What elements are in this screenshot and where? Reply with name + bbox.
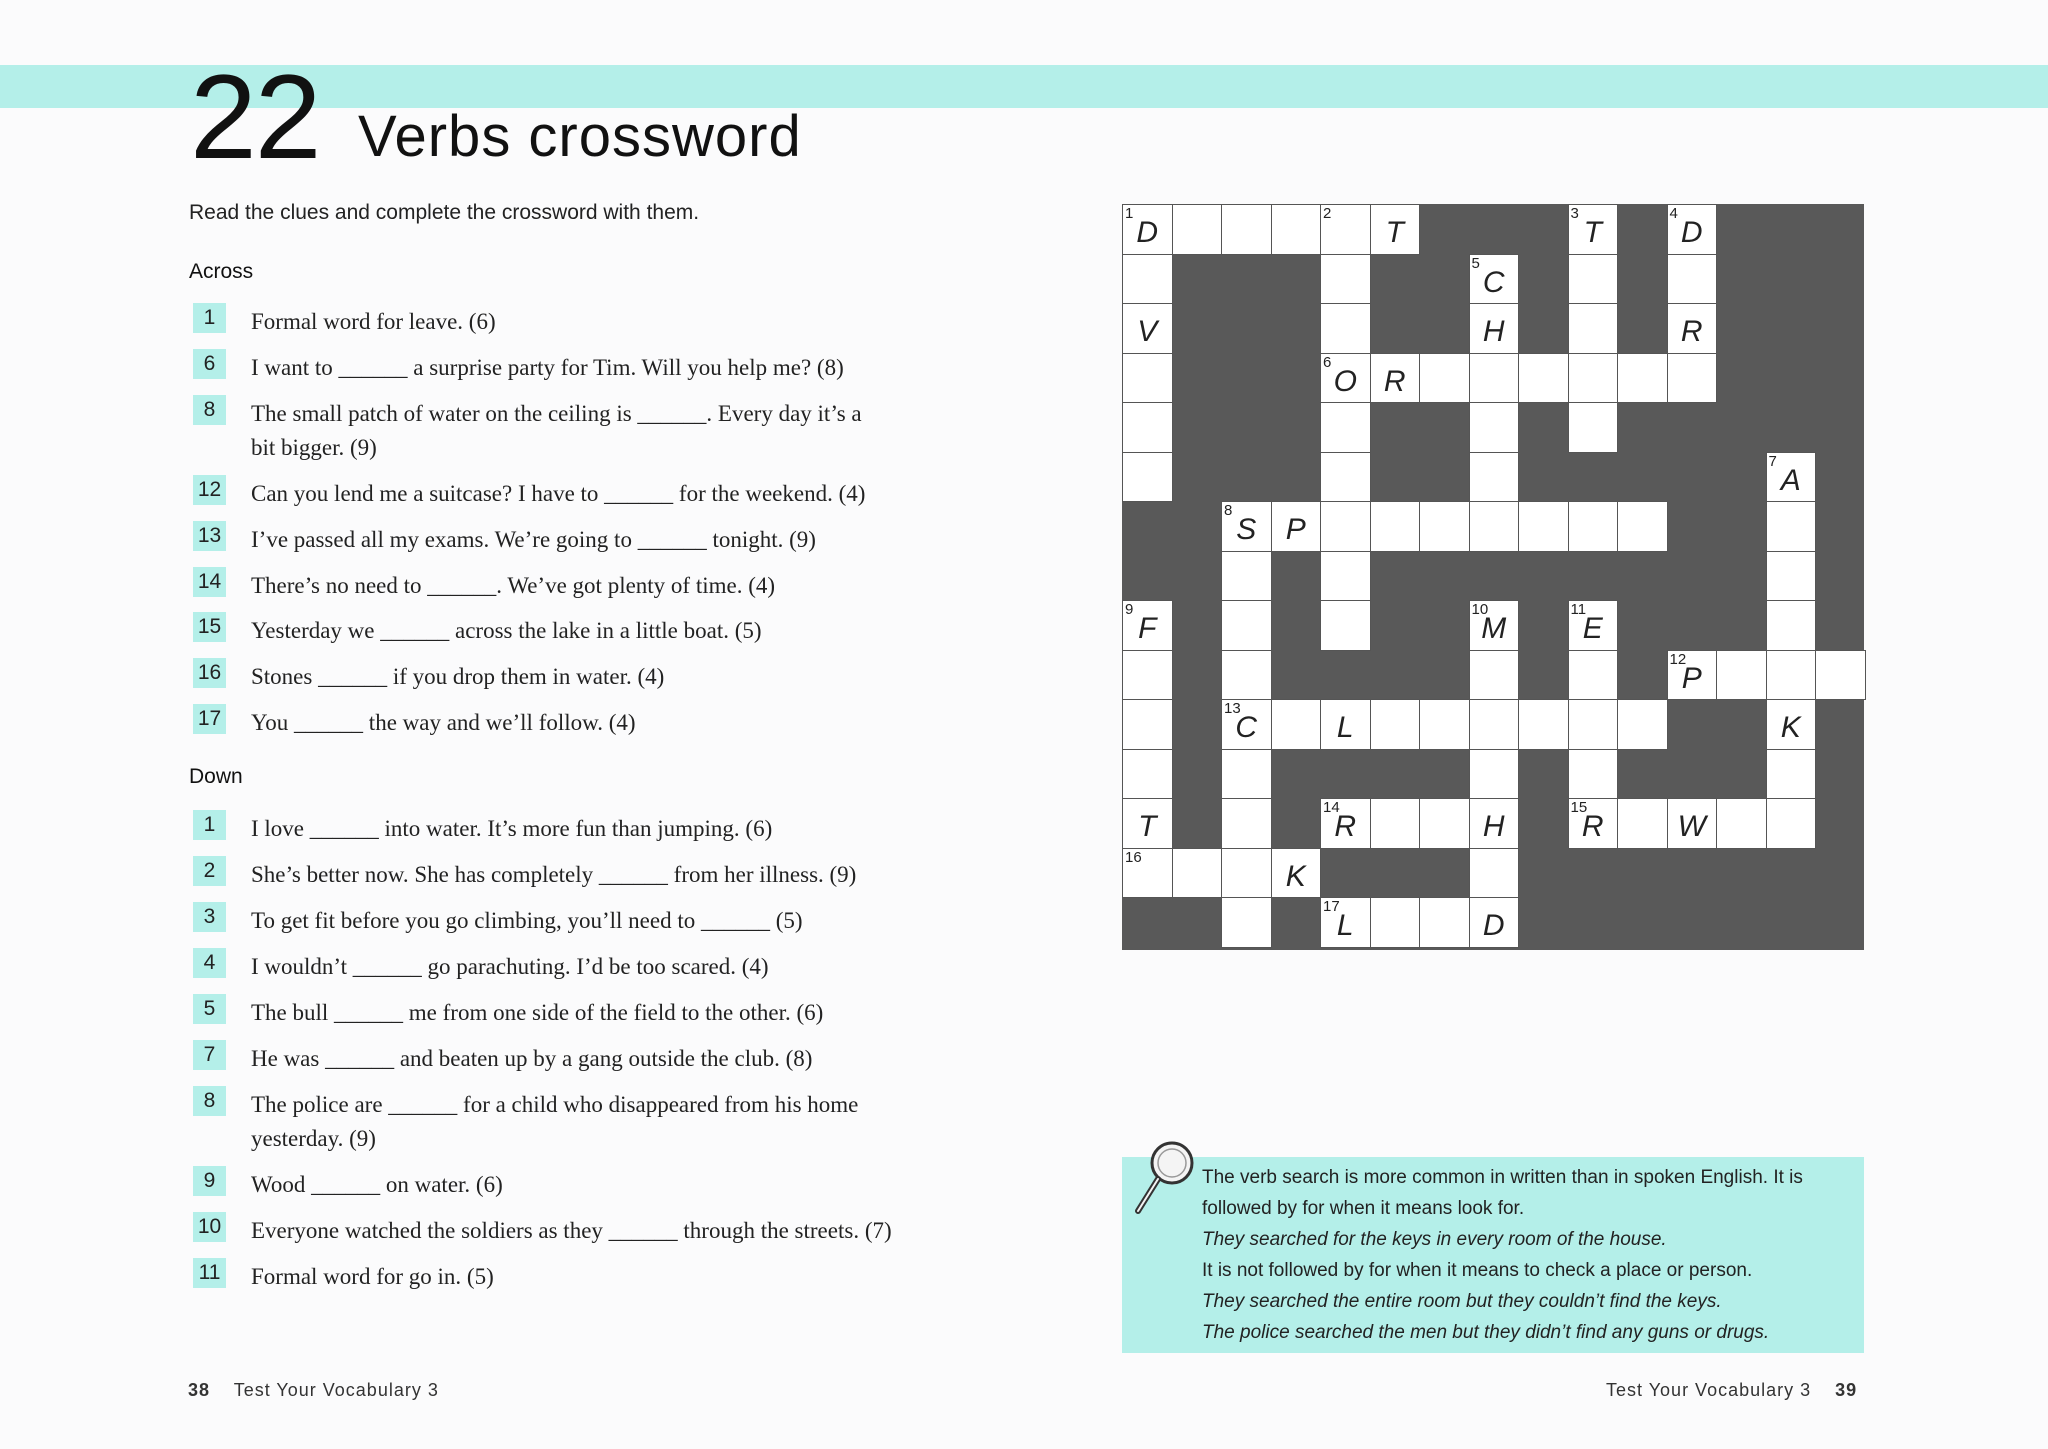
crossword-cell[interactable] — [1320, 551, 1371, 602]
crossword-cell[interactable] — [1320, 600, 1371, 651]
cell-number: 14 — [1323, 799, 1340, 816]
cell-number: 7 — [1768, 452, 1777, 470]
clue-text-line: Formal word for go in. (5) — [251, 1264, 494, 1289]
cell-letter: K — [1285, 859, 1306, 893]
crossword-cell[interactable] — [1469, 897, 1520, 948]
crossword-cell[interactable] — [1122, 848, 1173, 899]
clue-text — [251, 1042, 951, 1076]
crossword-cell[interactable] — [1122, 699, 1173, 750]
crossword-cell[interactable] — [1370, 501, 1421, 552]
unit-number: 22 — [190, 50, 320, 184]
clue-text-line: Wood ______ on water. (6) — [251, 1172, 503, 1197]
crossword-cell[interactable] — [1568, 699, 1619, 750]
note-line: The verb search is more common in written than in spoken English. It is — [1202, 1167, 1803, 1188]
down-heading: Down — [189, 765, 243, 788]
crossword-cell[interactable] — [1320, 501, 1371, 552]
clue-text — [251, 950, 951, 984]
crossword-cell[interactable] — [1568, 600, 1619, 651]
crossword-cell[interactable] — [1320, 699, 1371, 750]
crossword-cell[interactable] — [1469, 848, 1520, 899]
crossword-cell[interactable] — [1320, 254, 1371, 305]
cell-number: 13 — [1224, 700, 1241, 717]
clue-item — [189, 1258, 949, 1290]
cell-number: 15 — [1570, 799, 1588, 816]
crossword-cell[interactable] — [1221, 749, 1272, 800]
crossword-cell[interactable] — [1271, 501, 1322, 552]
unit-title: Verbs crossword — [358, 104, 802, 169]
clue-number: 12 — [193, 475, 226, 505]
cell-letter: E — [1582, 612, 1603, 645]
crossword-cell[interactable] — [1320, 303, 1371, 354]
crossword-cell[interactable] — [1568, 749, 1619, 800]
crossword-cell[interactable] — [1122, 650, 1173, 701]
book-title-left: Test Your Vocabulary 3 — [233, 1380, 439, 1400]
clue-text — [251, 660, 951, 694]
crossword-cell[interactable] — [1271, 699, 1322, 750]
clue-number: 3 — [193, 902, 226, 932]
cell-letter: C — [1235, 711, 1258, 744]
crossword-cell[interactable] — [1221, 897, 1272, 948]
crossword-cell[interactable] — [1766, 749, 1817, 800]
crossword-cell[interactable] — [1221, 699, 1272, 750]
clue-text — [251, 812, 951, 846]
crossword-cell[interactable] — [1122, 600, 1173, 651]
crossword-cell[interactable] — [1568, 798, 1619, 849]
page-number-right: 39 — [1835, 1380, 1858, 1400]
clue-number: 8 — [193, 1086, 226, 1116]
crossword-cell[interactable] — [1221, 798, 1272, 849]
crossword-cell[interactable] — [1221, 501, 1272, 552]
clue-text-line: The small patch of water on the ceiling is ______. Every day it’s a — [251, 401, 862, 426]
cell-number: 16 — [1125, 848, 1142, 866]
crossword-cell[interactable] — [1667, 353, 1718, 404]
clue-text-line: The bull ______ me from one side of the field to the other. (6) — [251, 1000, 824, 1025]
crossword-cell[interactable] — [1469, 749, 1520, 800]
clue-item — [189, 704, 949, 736]
clue-text — [251, 904, 951, 938]
clue-number: 1 — [193, 810, 226, 840]
crossword-cell[interactable] — [1766, 452, 1817, 503]
cell-letter: T — [1138, 810, 1157, 843]
page-number-left: 38 — [188, 1380, 211, 1400]
cell-letter: D — [1136, 216, 1159, 249]
clue-item — [189, 810, 949, 842]
crossword-cell[interactable] — [1122, 798, 1173, 849]
crossword-cell[interactable] — [1419, 798, 1470, 849]
book-title-right: Test Your Vocabulary 3 — [1606, 1380, 1812, 1400]
clue-item — [189, 1040, 949, 1072]
crossword-cell[interactable] — [1617, 501, 1668, 552]
crossword-cell[interactable] — [1370, 699, 1421, 750]
clue-text — [251, 1260, 951, 1294]
clue-text — [251, 569, 951, 603]
cell-letter: H — [1482, 315, 1505, 348]
crossword-cell[interactable] — [1419, 353, 1470, 404]
clue-text — [251, 996, 951, 1030]
clue-text — [251, 523, 951, 557]
crossword-cell[interactable] — [1568, 501, 1619, 552]
crossword-cell[interactable] — [1568, 650, 1619, 701]
cell-number: 4 — [1669, 205, 1678, 222]
crossword-cell[interactable] — [1320, 452, 1371, 503]
cell-letter: L — [1336, 711, 1354, 744]
clue-number: 6 — [193, 349, 226, 379]
clue-item — [189, 658, 949, 690]
clue-item — [189, 349, 949, 381]
crossword-cell[interactable] — [1370, 897, 1421, 948]
crossword-cell[interactable] — [1766, 798, 1817, 849]
cell-letter: K — [1780, 711, 1801, 744]
crossword-cell[interactable] — [1568, 402, 1619, 453]
cell-number: 12 — [1669, 650, 1687, 668]
clue-text-line: Can you lend me a suitcase? I have to ______ for the weekend. (4) — [251, 481, 866, 506]
crossword-cell[interactable] — [1716, 798, 1767, 849]
clue-text-line: To get fit before you go climbing, you’ll need to ______ (5) — [251, 908, 803, 933]
cell-number: 11 — [1570, 601, 1587, 618]
crossword-grid — [1122, 204, 1864, 950]
clue-text-line: Formal word for leave. (6) — [251, 309, 496, 334]
cell-number: 17 — [1323, 898, 1340, 915]
clue-item — [189, 948, 949, 980]
crossword-cell[interactable] — [1815, 650, 1866, 701]
crossword-cell[interactable] — [1518, 699, 1569, 750]
clue-number: 17 — [193, 704, 226, 734]
clue-number: 7 — [193, 1040, 226, 1070]
crossword-cell[interactable] — [1469, 254, 1520, 305]
clue-text — [251, 305, 951, 339]
clue-text-line: The police are ______ for a child who disappeared from his home — [251, 1092, 859, 1117]
crossword-cell[interactable] — [1320, 353, 1371, 404]
cell-letter: S — [1236, 513, 1257, 546]
clue-number: 2 — [193, 856, 226, 886]
cell-number: 9 — [1125, 601, 1134, 618]
crossword-cell[interactable] — [1617, 699, 1668, 750]
clue-text — [251, 706, 951, 740]
crossword-cell[interactable] — [1419, 501, 1470, 552]
clue-number: 16 — [193, 658, 226, 688]
clue-text — [251, 858, 951, 892]
crossword-cell[interactable] — [1667, 204, 1718, 255]
crossword-cell[interactable] — [1469, 452, 1520, 503]
crossword-cell[interactable] — [1518, 501, 1569, 552]
note-line: followed by for when it means look for. — [1202, 1198, 1525, 1219]
note-example: The police searched the men but they didn’t find any guns or drugs. — [1202, 1322, 1770, 1343]
crossword-cell[interactable] — [1568, 254, 1619, 305]
clue-number: 8 — [193, 395, 226, 425]
crossword-cell[interactable] — [1518, 353, 1569, 404]
crossword-cell[interactable] — [1766, 699, 1817, 750]
crossword-cell[interactable] — [1370, 204, 1421, 255]
crossword-cell[interactable] — [1172, 204, 1223, 255]
footer-right — [1606, 1380, 1857, 1401]
cell-letter: P — [1681, 661, 1702, 695]
clue-text — [251, 614, 951, 648]
cell-letter: H — [1482, 810, 1505, 843]
crossword-cell[interactable] — [1122, 254, 1173, 305]
clue-number: 1 — [193, 303, 226, 333]
cell-number: 1 — [1125, 205, 1134, 222]
clue-text-line: Stones ______ if you drop them in water. (4) — [251, 664, 665, 689]
cell-letter: R — [1334, 810, 1357, 843]
crossword-cell[interactable] — [1320, 402, 1371, 453]
note-example: They searched the entire room but they couldn’t find the keys. — [1202, 1291, 1722, 1312]
crossword-cell[interactable] — [1469, 402, 1520, 453]
crossword-cell[interactable] — [1320, 897, 1371, 948]
magnifying-glass-icon — [1132, 1139, 1202, 1224]
clue-item — [189, 303, 949, 335]
crossword-cell[interactable] — [1221, 650, 1272, 701]
clue-text — [251, 1088, 951, 1156]
clue-text-line: bit bigger. (9) — [251, 435, 377, 460]
crossword-cell[interactable] — [1469, 303, 1520, 354]
clue-text — [251, 351, 951, 385]
crossword-cell[interactable] — [1370, 798, 1421, 849]
clue-text — [251, 397, 951, 465]
crossword-cell[interactable] — [1419, 897, 1470, 948]
cell-letter: T — [1583, 216, 1602, 249]
clue-item — [189, 475, 949, 507]
crossword-cell[interactable] — [1320, 798, 1371, 849]
clue-text-line: Everyone watched the soldiers as they ______ through the streets. (7) — [251, 1218, 892, 1243]
crossword-cell[interactable] — [1469, 353, 1520, 404]
crossword-cell[interactable] — [1469, 650, 1520, 701]
crossword-cell[interactable] — [1419, 699, 1470, 750]
clue-number: 15 — [193, 612, 226, 642]
clue-text-line: I want to ______ a surprise party for Tim. Will you help me? (8) — [251, 355, 844, 380]
clue-number: 9 — [193, 1166, 226, 1196]
crossword-cell[interactable] — [1122, 402, 1173, 453]
clue-item — [189, 1086, 949, 1151]
clue-text-line: I love ______ into water. It’s more fun than jumping. (6) — [251, 816, 773, 841]
crossword-cell[interactable] — [1469, 600, 1520, 651]
clue-item — [189, 567, 949, 599]
cell-letter: V — [1137, 315, 1158, 348]
crossword-cell[interactable] — [1271, 204, 1322, 255]
cell-letter: C — [1482, 265, 1505, 299]
clue-item — [189, 902, 949, 934]
crossword-cell[interactable] — [1122, 353, 1173, 404]
cell-letter: L — [1336, 909, 1354, 942]
clue-text-line: I’ve passed all my exams. We’re going to ______ tonight. (9) — [251, 527, 816, 552]
cell-number: 6 — [1323, 353, 1332, 371]
clue-number: 13 — [193, 521, 226, 551]
cell-number: 2 — [1323, 205, 1332, 222]
instructions: Read the clues and complete the crossword with them. — [189, 201, 700, 224]
cell-letter: F — [1138, 612, 1157, 645]
clue-text-line: She’s better now. She has completely ______ from her illness. (9) — [251, 862, 857, 887]
crossword-cell[interactable] — [1469, 699, 1520, 750]
cell-letter: T — [1385, 216, 1404, 249]
cell-letter: M — [1481, 612, 1507, 645]
clue-text-line: yesterday. (9) — [251, 1126, 376, 1151]
usage-note — [1122, 1157, 1864, 1353]
cell-number: 3 — [1570, 205, 1579, 222]
clue-number: 14 — [193, 567, 226, 597]
clue-number: 10 — [193, 1212, 226, 1242]
note-example: They searched for the keys in every room of the house. — [1202, 1229, 1667, 1250]
clue-item — [189, 521, 949, 553]
crossword-cell[interactable] — [1122, 452, 1173, 503]
cell-letter: R — [1383, 364, 1406, 398]
clue-number: 5 — [193, 994, 226, 1024]
crossword-cell[interactable] — [1716, 650, 1767, 701]
crossword-cell[interactable] — [1766, 650, 1817, 701]
crossword-cell[interactable] — [1469, 501, 1520, 552]
clue-item — [189, 856, 949, 888]
clue-text — [251, 477, 951, 511]
clue-text-line: He was ______ and beaten up by a gang outside the club. (8) — [251, 1046, 813, 1071]
cell-letter: A — [1780, 463, 1801, 497]
cell-letter: D — [1482, 909, 1505, 942]
clue-item — [189, 1166, 949, 1198]
cell-number: 8 — [1224, 502, 1233, 519]
crossword-cell[interactable] — [1122, 749, 1173, 800]
crossword-cell[interactable] — [1122, 303, 1173, 354]
crossword-cell[interactable] — [1221, 848, 1272, 899]
crossword-cell[interactable] — [1370, 353, 1421, 404]
cell-number: 10 — [1471, 601, 1489, 618]
cell-number: 5 — [1471, 254, 1480, 272]
crossword-cell[interactable] — [1667, 254, 1718, 305]
crossword-cell[interactable] — [1221, 600, 1272, 651]
clue-item — [189, 612, 949, 644]
crossword-cell[interactable] — [1221, 204, 1272, 255]
crossword-cell[interactable] — [1766, 501, 1817, 552]
clue-text-line: You ______ the way and we’ll follow. (4) — [251, 710, 636, 735]
clue-item — [189, 395, 949, 460]
cell-letter: D — [1680, 216, 1703, 249]
cell-letter: R — [1581, 810, 1604, 843]
crossword-cell[interactable] — [1568, 303, 1619, 354]
note-line: It is not followed by for when it means to check a place or person. — [1202, 1260, 1753, 1281]
crossword-cell[interactable] — [1766, 600, 1817, 651]
footer-left — [188, 1380, 439, 1401]
crossword-cell[interactable] — [1667, 798, 1718, 849]
across-heading: Across — [189, 260, 254, 283]
crossword-cell[interactable] — [1221, 551, 1272, 602]
clue-text-line: I wouldn’t ______ go parachuting. I’d be too scared. (4) — [251, 954, 769, 979]
clue-number: 4 — [193, 948, 226, 978]
clue-text — [251, 1168, 951, 1202]
cell-letter: W — [1677, 810, 1706, 843]
crossword-cell[interactable] — [1172, 848, 1223, 899]
clue-item — [189, 994, 949, 1026]
crossword-cell[interactable] — [1469, 798, 1520, 849]
crossword-cell[interactable] — [1766, 551, 1817, 602]
crossword-cell[interactable] — [1568, 353, 1619, 404]
clue-text — [251, 1214, 951, 1248]
clue-text-line: Yesterday we ______ across the lake in a little boat. (5) — [251, 618, 762, 643]
clue-number: 11 — [193, 1258, 226, 1288]
cell-letter: O — [1333, 364, 1357, 398]
crossword-cell[interactable] — [1122, 204, 1173, 255]
crossword-cell[interactable] — [1568, 204, 1619, 255]
cell-letter: R — [1680, 315, 1703, 348]
crossword-cell[interactable] — [1320, 204, 1371, 255]
crossword-cell[interactable] — [1617, 798, 1668, 849]
clue-text-line: There’s no need to ______. We’ve got plenty of time. (4) — [251, 573, 776, 598]
clue-item — [189, 1212, 949, 1244]
crossword-cell[interactable] — [1617, 353, 1668, 404]
crossword-cell[interactable] — [1271, 848, 1322, 899]
cell-letter: P — [1285, 513, 1306, 546]
crossword-cell[interactable] — [1667, 303, 1718, 354]
crossword-cell[interactable] — [1667, 650, 1718, 701]
